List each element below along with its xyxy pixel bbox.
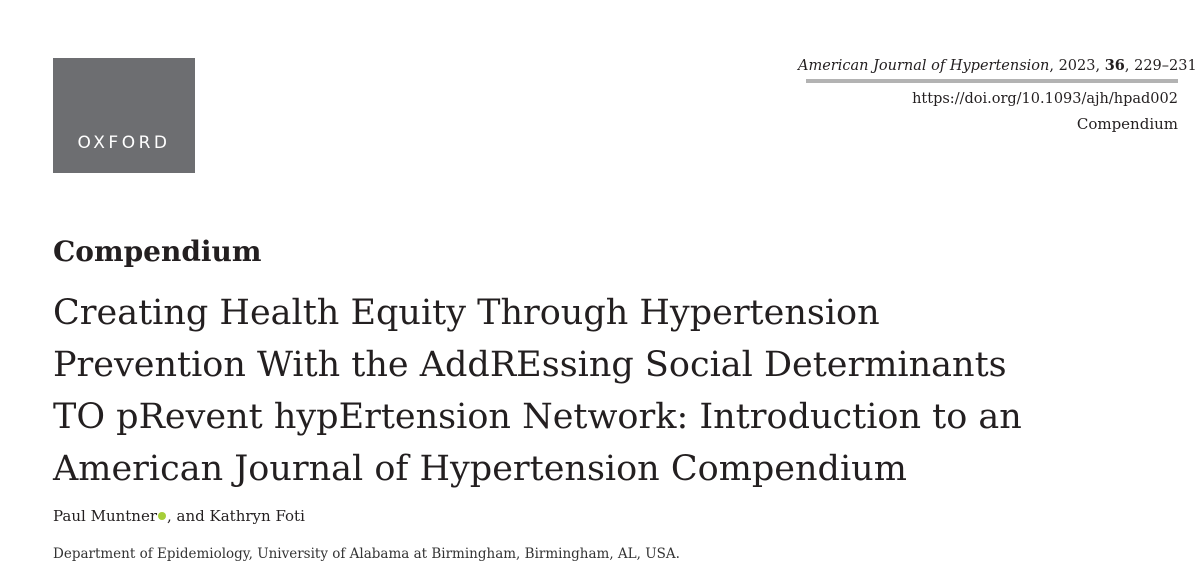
journal-citation xyxy=(798,56,1197,76)
author-separator: , and xyxy=(167,507,210,525)
title-line: Prevention With the AddREssing Social Determinants xyxy=(53,345,1007,385)
journal-name: American Journal of Hypertension xyxy=(798,58,1050,74)
title-line: TO pRevent hypErtension Network: Introduction to an xyxy=(53,397,1022,437)
journal-volume: 36 xyxy=(1104,57,1125,74)
author-name[interactable]: Kathryn Foti xyxy=(209,507,305,525)
title-line: Creating Health Equity Through Hypertension xyxy=(53,293,880,333)
article-title xyxy=(53,287,1173,495)
citation-line xyxy=(798,56,1197,76)
doi-link[interactable]: https://doi.org/10.1093/ajh/hpad002 xyxy=(912,91,1178,107)
author-name[interactable]: Paul Muntner xyxy=(53,507,158,525)
orcid-icon[interactable] xyxy=(158,512,166,520)
journal-pages: , 229–231 xyxy=(1124,58,1197,74)
author-list xyxy=(53,506,305,526)
article-type: Compendium xyxy=(1076,115,1178,133)
section-label: Compendium xyxy=(53,235,262,268)
oxford-logo-text: OXFORD xyxy=(77,133,171,153)
title-line: American Journal of Hypertension Compendium xyxy=(53,449,907,489)
affiliation: Department of Epidemiology, University of Alabama at Birmingham, Birmingham, AL, USA. xyxy=(53,546,680,562)
header-rule xyxy=(806,79,1178,83)
oxford-logo xyxy=(53,58,195,173)
journal-year: , 2023, xyxy=(1049,58,1105,74)
